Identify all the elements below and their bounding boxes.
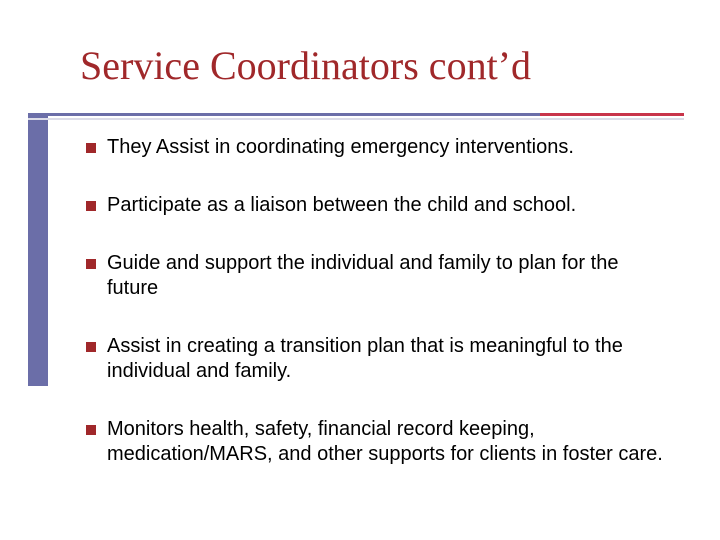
title-underline-red [540,113,684,116]
bullet-text: Assist in creating a transition plan that is meaningful to the individual and family. [107,335,623,382]
bullet-item [86,193,686,218]
slide-title: Service Coordinators cont’d [80,43,531,88]
bullet-item [86,417,667,467]
bullet-text: Monitors health, safety, financial record keeping, medication/MARS, and other supports for clients in foster care. [107,418,663,465]
bullet-marker-icon [86,143,96,153]
bullet-text: They Assist in coordinating emergency interventions. [107,136,574,158]
bullet-marker-icon [86,259,96,269]
bullet-text: Guide and support the individual and family to plan for the future [107,252,619,299]
title-underline-light [28,118,684,120]
title-underline-gray [28,113,540,116]
left-accent-bar [28,114,48,386]
bullet-marker-icon [86,425,96,435]
bullet-list [86,130,686,467]
bullet-item [86,251,647,301]
bullet-item [86,135,686,160]
bullet-text: Participate as a liaison between the child and school. [107,194,577,216]
bullet-marker-icon [86,201,96,211]
bullet-item [86,334,667,384]
bullet-marker-icon [86,342,96,352]
